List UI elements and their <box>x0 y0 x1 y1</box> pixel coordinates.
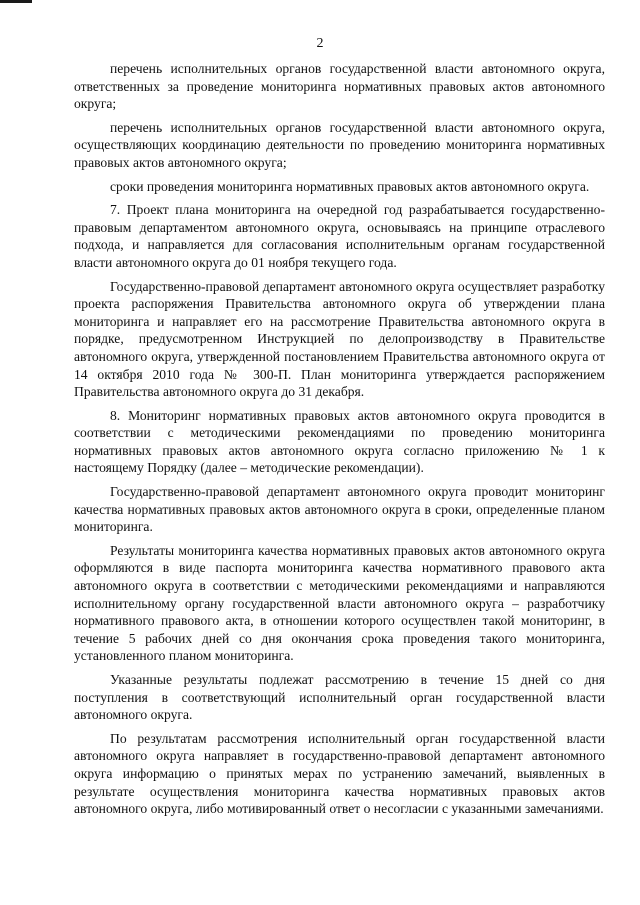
paragraph-review-outcome: По результатам рассмотрения исполнительный орган государственной власти автономного округа направляет в государственно-правовой департамент автономного округа информацию о принятых мерах по устранению замечаний, выявленных в результате осуществления мониторинга качества нормативных правовых актов автономного округа, либо мотивированный ответ о несогласии с указанными замечаниями. <box>74 730 605 817</box>
paragraph-quality-monitoring: Государственно-правовой департамент автономного округа проводит мониторинг качества нормативных правовых актов автономного округа в сроки, определенные планом мониторинга. <box>74 484 605 535</box>
page-number: 2 <box>316 36 324 51</box>
paragraph-list-responsible-bodies: перечень исполнительных органов государственной власти автономного округа, ответственных за проведение мониторинга нормативных правовых актов автономного округа; <box>74 61 605 112</box>
paragraph-item-7: 7. Проект плана мониторинга на очередной год разрабатывается государственно-правовым департаментом автономного округа, основываясь на принципе отраслевого подхода, и направляется для согласования исполнительным органам государственной власти автономного округа до 01 ноября текущего года. <box>74 202 605 270</box>
document-body <box>74 60 605 824</box>
paragraph-item-8: 8. Мониторинг нормативных правовых актов автономного округа проводится в соответствии с методическими рекомендациями по проведению мониторинга нормативных правовых актов автономного округа согласно приложению № 1 к настоящему Порядку (далее – методические рекомендации). <box>74 407 605 476</box>
scan-corner-mark <box>0 0 32 3</box>
paragraph-plan-approval: Государственно-правовой департамент автономного округа осуществляет разработку проекта распоряжения Правительства автономного округа об утверждении плана мониторинга и направляет его на рассмотрение Правительства автономного округа в порядке, предусмотренном Инструкцией по делопроизводству в Правительстве автономного округа, утвержденной постановлением Правительства автономного округа от 14 октября 2010 года № 300-П. План мониторинга утверждается распоряжением Правительства автономного округа до 31 декабря. <box>74 278 605 400</box>
paragraph-monitoring-deadlines: сроки проведения мониторинга нормативных правовых актов автономного округа. <box>110 178 590 194</box>
paragraph-list-coordinating-bodies: перечень исполнительных органов государственной власти автономного округа, осуществляющих координацию деятельности по проведению мониторинга нормативных правовых актов автономного округа; <box>74 119 605 170</box>
paragraph-monitoring-results: Результаты мониторинга качества нормативных правовых актов автономного округа оформляются в виде паспорта мониторинга качества нормативного правового акта автономного округа в соответствии с методическими рекомендациями и направляются исполнительному органу государственной власти автономного округа – разработчику нормативного правового акта, в отношении которого осуществлен такой мониторинг, в течение 5 рабочих дней со дня окончания срока проведения такого мониторинга, установленного планом мониторинга. <box>74 542 605 664</box>
paragraph-review-period: Указанные результаты подлежат рассмотрению в течение 15 дней со дня поступления в соответствующий исполнительный орган государственной власти автономного округа. <box>74 672 605 723</box>
